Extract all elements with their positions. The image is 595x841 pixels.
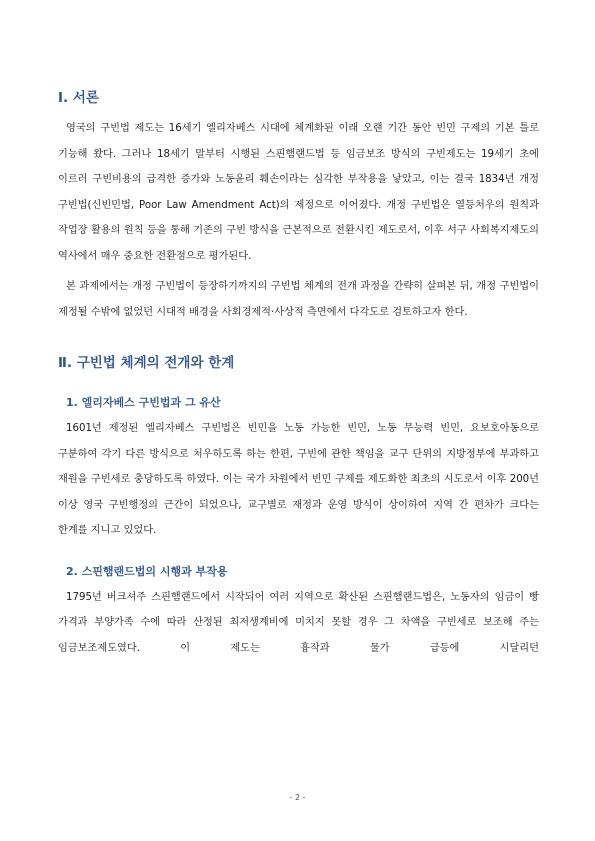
section-heading-poor-law-development: Ⅱ. 구빈법 체계의 전개와 한계 [58, 355, 235, 371]
section-heading-introduction: Ⅰ. 서론 [58, 90, 99, 106]
subsection-heading-speenhamland: 2. 스핀햄랜드법의 시행과 부작용 [66, 564, 228, 578]
subsection-heading-elizabethan-poor-law: 1. 엘리자베스 구빈법과 그 유산 [66, 396, 221, 409]
introduction-paragraph-2: 본 과제에서는 개정 구빈법이 등장하기까지의 구빈법 체계의 전개 과정을 간략히 살펴본 뒤, 개정 구빈법이 제정될 수밖에 없었던 시대적 배경을 사회경제적·사상적 측면에서 다각도로 검토하고자 한다. [58, 281, 539, 318]
speenhamland-paragraph: 1795년 버크셔주 스핀햄랜드에서 시작되어 여러 지역으로 확산된 스핀햄랜드법은, 노동자의 임금이 빵 가격과 부양가족 수에 따라 산정된 최저생계비에 미치지 못할 경우 그 차액을 구빈세로 보조해 주는 임금보조제도였다. 이 제도는 흉작과 물가 급등에 시달리던 [58, 591, 539, 654]
introduction-paragraph-1: 영국의 구빈법 제도는 16세기 엘리자베스 시대에 체계화된 이래 오랜 기간 동안 빈민 구제의 기본 틀로 기능해 왔다. 그러나 18세기 말부터 시행된 스핀햄랜드법 등 임금보조 방식의 구빈제도는 19세기 초에 이르러 구빈비용의 급격한 증가와 노동윤리 훼손이라는 심각한 부작용을 낳았고, 이는 결국 1834년 개정 구빈법(신빈민법, Poor Law Amendment Act)의 제정으로 이어졌다. 개정 구빈법은 열등처우의 원칙과 작업장 활용의 원칙 등을 통해 기존의 구빈 방식을 근본적으로 전환시킨 제도로서, 이후 서구 사회복지제도의 역사에서 매우 중요한 전환점으로 평가된다. [58, 123, 539, 262]
page-number: - 2 - [289, 793, 306, 802]
elizabethan-poor-law-paragraph: 1601년 제정된 엘리자베스 구빈법은 빈민을 노동 가능한 빈민, 노동 무능력 빈민, 요보호아동으로 구분하여 각기 다른 방식으로 처우하도록 하는 한편, 구빈에 관한 책임을 교구 단위의 지방정부에 부과하고 재원을 구빈세로 충당하도록 하였다. 이는 국가 차원에서 빈민 구제를 제도화한 최초의 시도로서 이후 200년 이상 영국 구빈행정의 근간이 되었으나, 교구별로 재정과 운영 방식이 상이하여 지역 간 편차가 크다는 한계를 지니고 있었다. [58, 423, 539, 536]
